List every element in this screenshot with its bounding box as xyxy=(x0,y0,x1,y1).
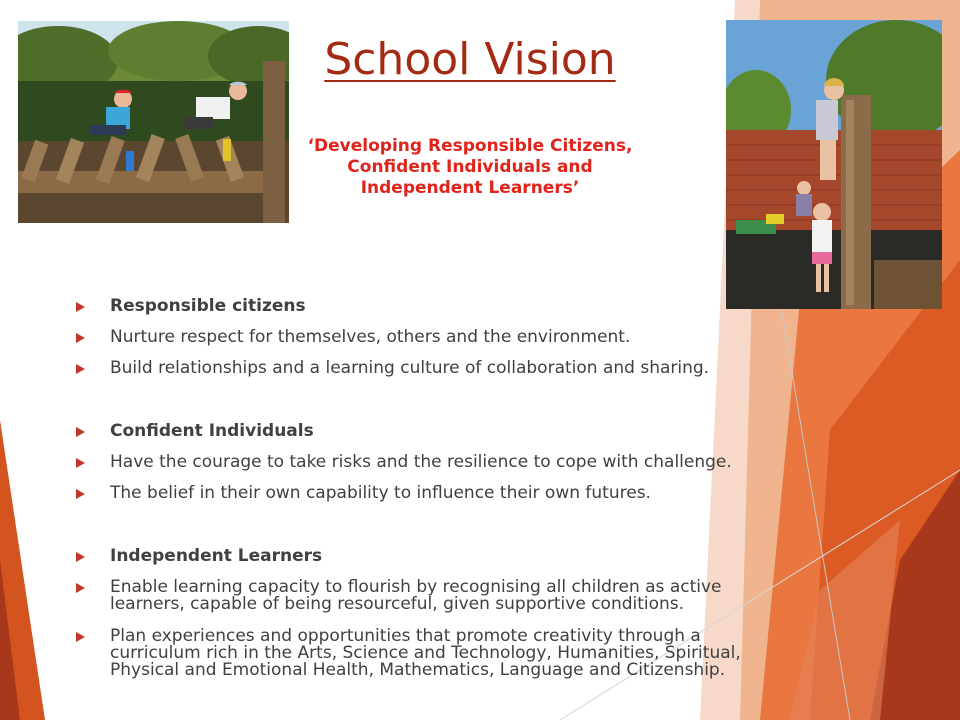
list-item xyxy=(74,579,774,613)
list-item xyxy=(74,548,774,565)
list-item-text: Confident Individuals xyxy=(110,421,314,441)
motto-line: Independent Learners’ xyxy=(360,178,580,198)
list-item xyxy=(74,298,774,315)
list-item-text: Independent Learners xyxy=(110,546,323,566)
motto-line: ‘Developing Responsible Citizens, xyxy=(307,136,633,156)
list-item xyxy=(74,329,774,346)
list-item-text: Nurture respect for themselves, others and the environment. xyxy=(110,327,631,347)
triangle-bullet-icon xyxy=(76,583,85,593)
triangle-bullet-icon xyxy=(76,489,85,499)
list-item-text: Plan experiences and opportunities that promote creativity through a curriculum rich in the Arts, Science and Technology, Humanities, Spiritual, Physical and Emotional Health, Mathematics, Language and Citizenship. xyxy=(110,626,741,680)
list-item-text: Have the courage to take risks and the resilience to cope with challenge. xyxy=(110,452,732,472)
list-item-text: Build relationships and a learning culture of collaboration and sharing. xyxy=(110,358,710,378)
triangle-bullet-icon xyxy=(76,458,85,468)
list-item xyxy=(74,485,774,502)
playground-photo-left xyxy=(18,21,289,223)
triangle-bullet-icon xyxy=(76,552,85,562)
list-item xyxy=(74,628,774,679)
triangle-bullet-icon xyxy=(76,364,85,374)
triangle-bullet-icon xyxy=(76,333,85,343)
list-item-text: Responsible citizens xyxy=(110,296,306,316)
list-item xyxy=(74,423,774,440)
list-item xyxy=(74,360,774,377)
list-item-text: The belief in their own capability to influence their own futures. xyxy=(110,483,651,503)
list-item xyxy=(74,454,774,471)
school-motto xyxy=(290,136,650,199)
triangle-bullet-icon xyxy=(76,302,85,312)
slide-title: School Vision xyxy=(324,34,616,85)
triangle-bullet-icon xyxy=(76,632,85,642)
triangle-bullet-icon xyxy=(76,427,85,437)
playground-photo-right xyxy=(726,20,942,309)
list-item-text: Enable learning capacity to flourish by recognising all children as active learners, capable of being resourceful, given supportive conditions. xyxy=(110,577,722,614)
motto-line: Confident Individuals and xyxy=(347,157,593,177)
